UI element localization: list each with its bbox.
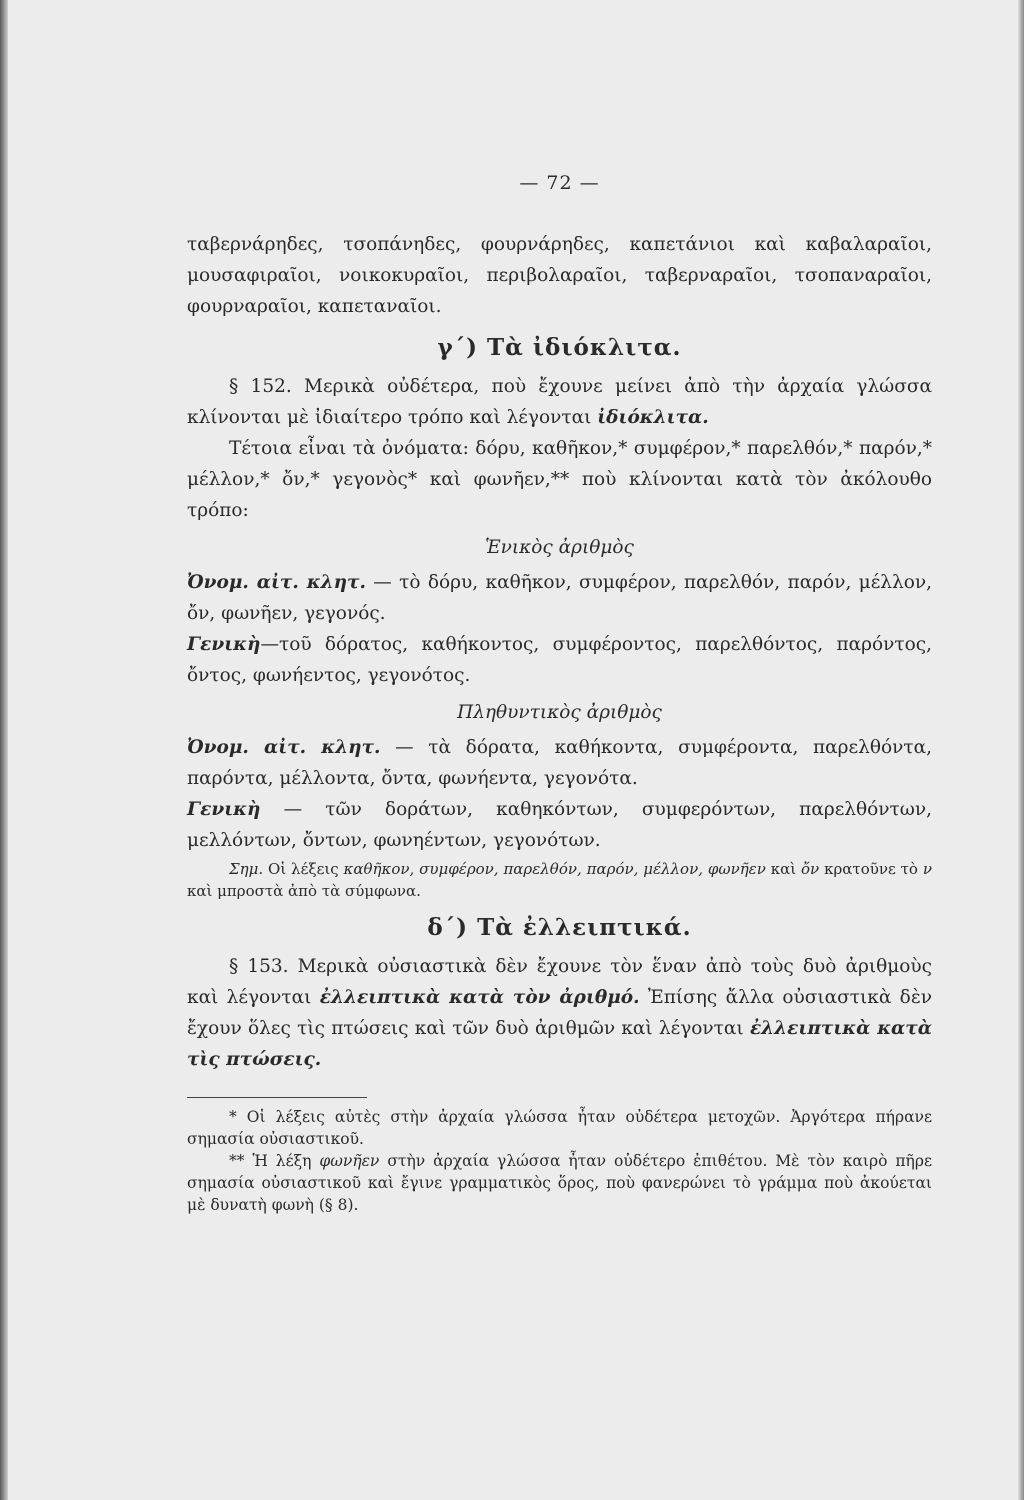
- examples-paragraph: Τέτοια εἶναι τὰ ὀνόματα: δόρυ, καθῆκον,* συμφέρον,* παρελθόν,* παρόν,* μέλλον,* ὄν,* γεγονὸς* καὶ φωνῆεν,** ποὺ κλίνονται κατὰ τὸν ἀκόλουθο τρόπο:: [187, 438, 932, 521]
- plural-genitive-line: [187, 794, 932, 856]
- case-label-genitive: Γενικὴ: [187, 634, 261, 655]
- case-label-genitive: Γενικὴ: [187, 799, 261, 820]
- term-idioklita: ἰδιόκλιτα.: [597, 407, 709, 428]
- note-text-c: κρατοῦνε τὸ: [824, 860, 918, 878]
- plural-heading: Πληθυντικὸς ἀριθμὸς: [457, 702, 662, 723]
- footnote-2-text-a: ** Ἡ λέξη: [229, 1152, 312, 1170]
- page-number: — 72 —: [519, 172, 600, 194]
- note-words: καθῆκον, συμφέρον, παρελθόν, παρόν, μέλλον, φωνῆεν: [343, 860, 766, 878]
- singular-genitive-line: [187, 629, 932, 691]
- grammar-note: [187, 858, 932, 902]
- singular-genitive-forms: —τοῦ δόρατος, καθήκοντος, συμφέροντος, παρελθόντος, παρόντος, ὄντος, φωνήεντος, γεγονότος.: [187, 634, 932, 686]
- section-delta-title: δ΄) Τὰ ἐλλειπτικά.: [427, 914, 692, 941]
- plural-nominative-forms: — τὰ δόρατα, καθήκοντα, συμφέροντα, παρελθόντα, παρόντα, μέλλοντα, ὄντα, φωνήεντα, γεγονότα.: [187, 737, 932, 789]
- note-text-a: Οἱ λέξεις: [268, 860, 339, 878]
- case-label-nom-acc-voc: Ὀνομ. αἰτ. κλητ.: [187, 737, 381, 758]
- singular-heading: Ἑνικὸς ἀριθμὸς: [485, 537, 634, 558]
- section-gamma-title: γ΄) Τὰ ἰδιόκλιτα.: [437, 334, 682, 361]
- section-153-text-a: § 153. Μερικὰ οὐσιαστικὰ δὲν ἔχουνε τὸν ἕναν ἀπὸ τοὺς δυὸ ἀριθμοὺς καὶ λέγονται: [187, 956, 932, 1008]
- footnotes: [187, 1106, 932, 1216]
- page-left-edge-shadow: [0, 0, 8, 1500]
- singular-nominative-line: [187, 567, 932, 629]
- page-right-edge-shadow: [1018, 0, 1024, 1500]
- plural-genitive-forms: — τῶν δοράτων, καθηκόντων, συμφερόντων, παρελθόντων, μελλόντων, ὄντων, φωνηέντων, γεγονότων.: [187, 799, 932, 851]
- plural-nominative-line: [187, 732, 932, 794]
- section-153-paragraph: [187, 951, 932, 1075]
- footnote-divider: [187, 1097, 367, 1098]
- footnote-2-word: φωνῆεν: [319, 1152, 380, 1170]
- note-word-on: ὄν: [801, 860, 820, 878]
- section-152-text: § 152. Μερικὰ οὐδέτερα, ποὺ ἔχουνε μείνει ἀπὸ τὴν ἀρχαία γλώσσα κλίνονται μὲ ἰδιαίτερο τρόπο καὶ λέγονται: [187, 376, 932, 428]
- term-elleiptika-arithmo: ἐλλειπτικὰ κατὰ τὸν ἀριθμό.: [319, 987, 640, 1008]
- footnote-2: [187, 1150, 932, 1216]
- page-text-block: [187, 168, 932, 1216]
- intro-paragraph: ταβερνάρηδες, τσοπάνηδες, φουρνάρηδες, καπετάνιοι καὶ καβαλαραῖοι, μουσαφιραῖοι, νοικοκυραῖοι, περιβολαραῖοι, ταβερναραῖοι, τσοπαναραῖοι, φουρναραῖοι, καπεταναῖοι.: [187, 234, 932, 317]
- section-153-text-b: Ἐπίσης ἄλλα οὐσιαστικὰ δὲν ἔχουν ὅλες τὶς πτώσεις καὶ τῶν δυὸ ἀριθμῶν καὶ λέγονται: [187, 987, 932, 1039]
- note-word-n: ν: [922, 860, 932, 878]
- singular-nominative-forms: — τὸ δόρυ, καθῆκον, συμφέρον, παρελθόν, παρόν, μέλλον, ὄν, φωνῆεν, γεγονός.: [187, 572, 933, 624]
- term-elleiptika-ptoseis: ἐλλειπτικὰ κατὰ τὶς πτώσεις.: [187, 1018, 932, 1070]
- case-label-nom-acc-voc: Ὀνομ. αἰτ. κλητ.: [187, 572, 366, 593]
- note-text-d: καὶ μπροστὰ ἀπὸ τὰ σύμφωνα.: [187, 882, 421, 900]
- footnote-2-text-b: στὴν ἀρχαία γλώσσα ἦταν οὐδέτερο ἐπιθέτου. Μὲ τὸν καιρὸ πῆρε σημασία οὐσιαστικοῦ καὶ ἔγινε γραμματικὸς ὅρος, ποὺ φανερώνει τὸ γράμμα ποὺ ἀκούεται μὲ δυνατὴ φωνὴ (§ 8).: [187, 1152, 932, 1214]
- footnote-1: * Οἱ λέξεις αὐτὲς στὴν ἀρχαία γλώσσα ἦταν οὐδέτερα μετοχῶν. Ἀργότερα πήρανε σημασία οὐσιαστικοῦ.: [187, 1108, 932, 1148]
- section-152-paragraph: [187, 371, 932, 433]
- note-label: Σημ.: [229, 860, 264, 878]
- note-text-b: καὶ: [770, 860, 797, 878]
